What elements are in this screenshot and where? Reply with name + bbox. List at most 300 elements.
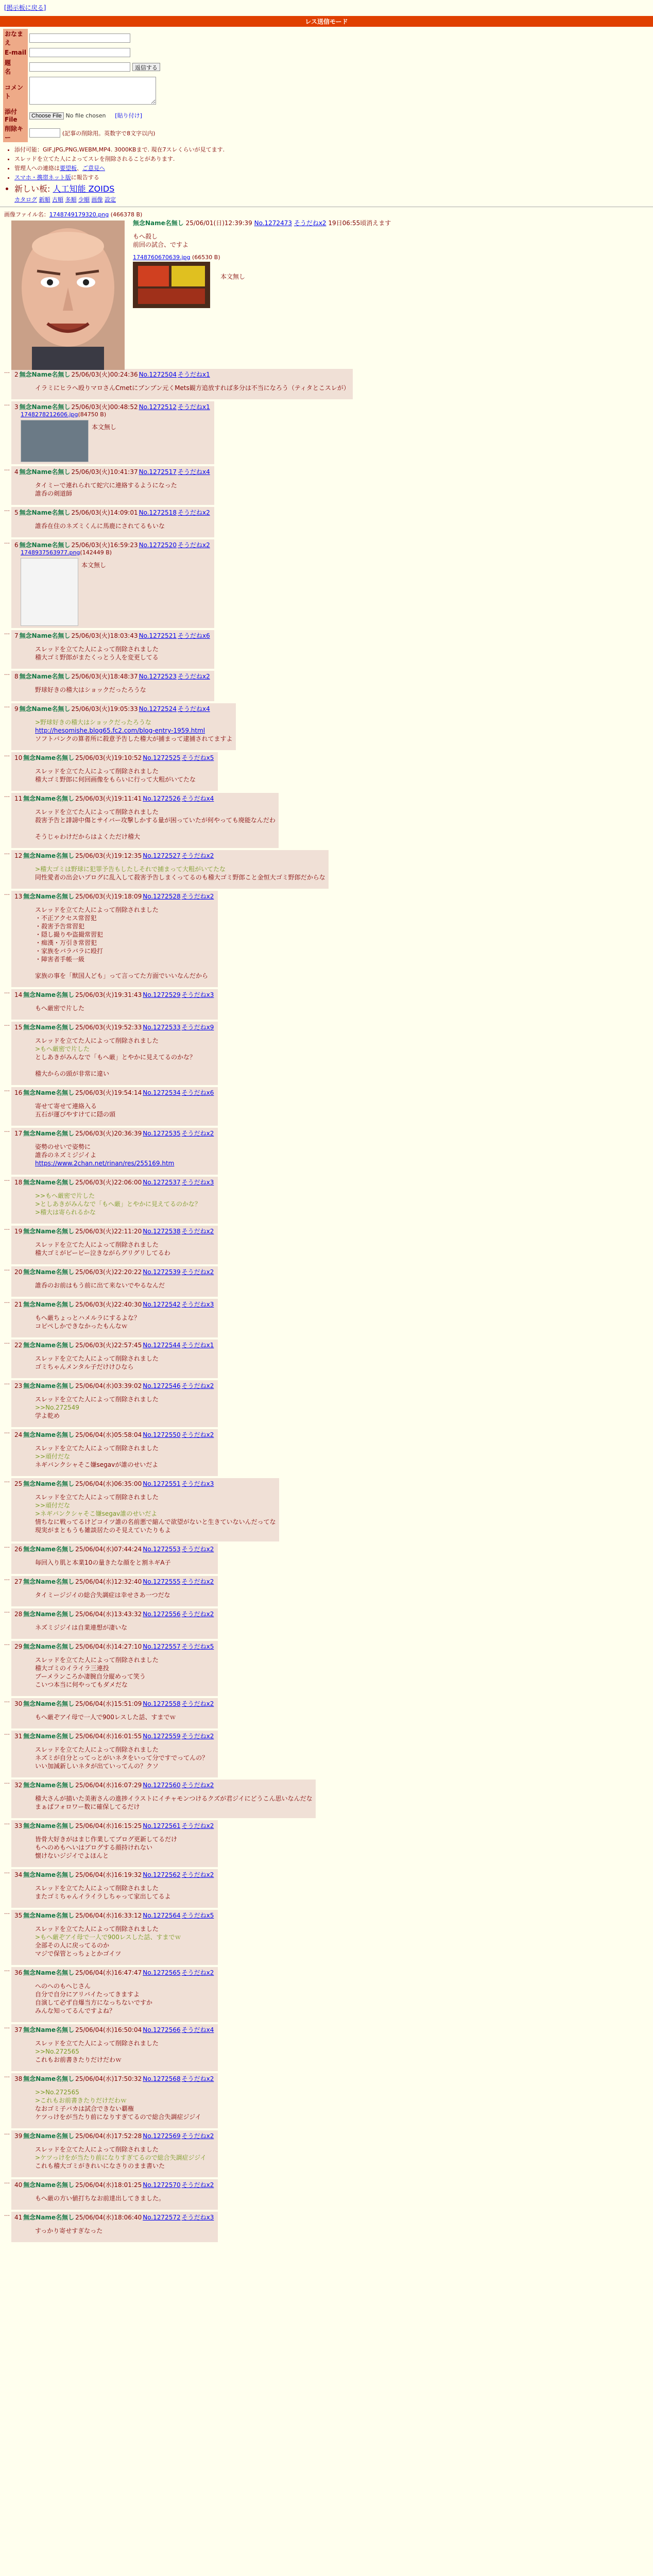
reply-line: ・隠し撮りや盗撮常習犯 — [35, 931, 104, 938]
reply-line[interactable]: http://hesomishe.blog65.fc2.com/blog-entry-1959.html — [35, 727, 205, 734]
op-inner-image[interactable] — [133, 262, 210, 308]
reply-post-number[interactable]: No.1272528 — [143, 893, 181, 900]
reply-date: 25/06/04(水)07:44:24 — [75, 1546, 142, 1553]
subject-input[interactable] — [29, 62, 130, 72]
reply-post-number[interactable]: No.1272544 — [143, 1342, 181, 1349]
reply-marker: … — [4, 2072, 10, 2079]
reply-row — [4, 1697, 649, 1730]
thread — [0, 210, 653, 2243]
reply-header — [14, 753, 215, 762]
reply-body — [35, 1143, 215, 1167]
comment-textarea[interactable] — [29, 77, 156, 105]
reply-post-number[interactable]: No.1272564 — [143, 1912, 181, 1919]
reply-post-number[interactable]: No.1272551 — [143, 1480, 181, 1487]
reply-line: 寄せて寄せて連絡入る — [35, 1103, 97, 1110]
subject-label: 題 名 — [3, 58, 28, 76]
reply-row — [4, 465, 649, 506]
reply-row — [4, 2129, 649, 2178]
reply-soudane-button[interactable]: そうだねx3 — [181, 1179, 214, 1186]
reply-body — [35, 1354, 215, 1371]
reply-post-number[interactable]: No.1272550 — [143, 1431, 181, 1438]
reply-soudane-button[interactable]: そうだねx1 — [177, 403, 210, 411]
reply-marker: … — [4, 1607, 10, 1614]
reply-soudane-button[interactable]: そうだねx2 — [181, 1578, 214, 1585]
reply-soudane-button[interactable]: そうだねx6 — [181, 1089, 214, 1096]
op-image[interactable] — [11, 221, 125, 370]
reply-date: 25/06/04(水)16:33:12 — [75, 1912, 142, 1919]
reply-marker: … — [4, 1909, 10, 1916]
post-form — [3, 29, 162, 142]
reply-header — [14, 1129, 215, 1138]
reply-line: スレッドを立てた人によって削除されました — [35, 2146, 159, 2153]
reply-body — [35, 1884, 215, 1901]
reply-post-number[interactable]: No.1272520 — [139, 541, 177, 549]
reply-index: 16 — [14, 1089, 23, 1096]
reply-line: スレッドを立てた人によって削除されました — [35, 906, 159, 913]
reply-body — [35, 1623, 215, 1632]
bald-face-icon — [11, 221, 125, 370]
reply-date: 25/06/04(水)17:50:32 — [75, 2075, 142, 2082]
comment-label: コメント — [3, 76, 28, 107]
reply-post — [11, 1820, 218, 1867]
reply-post-number[interactable]: No.1272557 — [143, 1643, 181, 1650]
reply-date: 25/06/03(火)19:10:52 — [75, 754, 142, 761]
reply-post-number[interactable]: No.1272561 — [143, 1822, 181, 1829]
reply-line: もへ厳ちょっとハメルラにするよな？ — [35, 1314, 141, 1321]
reply-post-number[interactable]: No.1272535 — [143, 1130, 181, 1137]
reply-post-number[interactable]: No.1272556 — [143, 1611, 181, 1618]
submit-button[interactable]: 返信する — [132, 63, 160, 71]
reply-row — [4, 1338, 649, 1379]
delkey-input[interactable] — [29, 128, 60, 138]
reply-line: >野球好きの稽大はショックだったろうな — [35, 719, 151, 726]
reply-poster-name: 無念Name名無し — [23, 1089, 75, 1096]
reply-header — [14, 1479, 276, 1488]
reply-marker: … — [4, 1338, 10, 1345]
reply-index: 7 — [14, 632, 19, 639]
reply-file-size: (84750 B) — [78, 411, 107, 418]
op-soudane-button[interactable]: そうだねx2 — [294, 219, 326, 227]
op-file-link[interactable]: 1748749179320.png — [49, 211, 109, 218]
reply-row — [4, 1086, 649, 1127]
reply-post — [11, 1429, 218, 1476]
reply-marker: … — [4, 1127, 10, 1133]
reply-post — [11, 466, 214, 505]
reply-header — [14, 1023, 215, 1031]
reply-line: スレッドを立てた人によって削除されました — [35, 1656, 159, 1664]
name-input[interactable] — [29, 33, 130, 43]
reply-soudane-button[interactable]: そうだねx1 — [181, 1342, 214, 1349]
sort-many-link[interactable]: 多順 — [65, 196, 77, 203]
reply-line: ケツっけをが当たり前になりすぎてるので総合失調症ジジイ — [35, 2113, 201, 2121]
reply-date: 25/06/03(火)19:05:33 — [71, 705, 138, 713]
reply-line: 家族の事を「獣国人ども」って言ってた方面でいいなんだから — [35, 972, 209, 979]
reply-body — [35, 384, 350, 392]
reply-post-number[interactable]: No.1272529 — [143, 991, 181, 998]
sort-few-link[interactable]: 少順 — [78, 196, 90, 203]
reply-marker: … — [4, 465, 10, 472]
reply-marker: … — [4, 1086, 10, 1093]
reply-soudane-button[interactable]: そうだねx2 — [181, 1822, 214, 1829]
reply-line: 懐けないジジイでよほんと — [35, 1852, 109, 1859]
reply-post-number[interactable]: No.1272512 — [139, 403, 177, 411]
reply-body — [35, 1656, 215, 1689]
new-board-item: • 新しい板: 人工知能 ZOIDS — [14, 182, 653, 194]
reply-soudane-button[interactable]: そうだねx6 — [177, 632, 210, 639]
mobile-link[interactable]: スマホ・携帯ネット版 — [14, 174, 71, 181]
reply-post-number[interactable]: No.1272533 — [143, 1024, 181, 1031]
reply-post — [11, 630, 214, 669]
op-post-number[interactable]: No.1272473 — [254, 219, 292, 227]
reply-date: 25/06/04(水)16:01:55 — [75, 1733, 142, 1740]
reply-line: 殺害予告と誹謗中傷とサイバー攻撃しかする量が困っていたが何やっても廃能なんだわ — [35, 817, 276, 824]
reply-body — [35, 2227, 215, 2235]
reply-line: へのへのもへじさん — [35, 1982, 91, 1990]
reply-poster-name: 無念Name名無し — [19, 468, 71, 476]
reply-body — [35, 522, 211, 530]
reply-index: 29 — [14, 1643, 23, 1650]
reply-post-number[interactable]: No.1272559 — [143, 1733, 181, 1740]
reply-post-number[interactable]: No.1272572 — [143, 2214, 181, 2221]
reply-marker: … — [4, 1021, 10, 1027]
reply-soudane-button[interactable]: そうだねx2 — [181, 1546, 214, 1553]
reply-soudane-button[interactable]: そうだねx5 — [181, 1643, 214, 1650]
reply-header — [14, 1227, 215, 1235]
reply-soudane-button[interactable]: そうだねx2 — [181, 1268, 214, 1276]
reply-soudane-button[interactable]: そうだねx5 — [181, 1912, 214, 1919]
reply-post — [11, 989, 218, 1020]
reply-post-number[interactable]: No.1272537 — [143, 1179, 181, 1186]
reply-post — [11, 1731, 218, 1777]
reply-post-number[interactable]: No.1272539 — [143, 1268, 181, 1276]
reply-soudane-button[interactable]: そうだねx2 — [181, 1611, 214, 1618]
reply-date: 25/06/04(水)16:50:04 — [75, 2026, 142, 2033]
reply-file-link[interactable]: 1748278212606.jpg — [21, 411, 78, 418]
reply-line: >稽大は寄られるかな — [35, 1209, 96, 1216]
reply-row — [4, 1543, 649, 1575]
reply-index: 37 — [14, 2026, 23, 2033]
reply-post-number[interactable]: No.1272565 — [143, 1969, 181, 1976]
reply-index: 18 — [14, 1179, 23, 1186]
reply-poster-name: 無念Name名無し — [19, 632, 71, 639]
faq-link[interactable]: ご意見へ — [82, 165, 105, 172]
reply-date: 25/06/03(火)10:41:37 — [71, 468, 138, 476]
catalog-links — [14, 195, 653, 204]
reply-post-number[interactable]: No.1272566 — [143, 2026, 181, 2033]
op-text-area — [133, 218, 411, 308]
reply-post-number[interactable]: No.1272568 — [143, 2075, 181, 2082]
reply-soudane-button[interactable]: そうだねx2 — [181, 1228, 214, 1235]
admin-link[interactable]: 要望板 — [60, 165, 77, 172]
reply-body — [35, 1192, 215, 1216]
reply-post — [11, 1177, 218, 1224]
reply-index: 19 — [14, 1228, 23, 1235]
reply-line: スレッドを立てた人によって削除されました — [35, 1925, 159, 1933]
reply-index: 21 — [14, 1301, 23, 1308]
reply-line: まぁばフォロワー数に確保してるだけ — [35, 1803, 140, 1810]
reply-post-number[interactable]: No.1272546 — [143, 1382, 181, 1389]
reply-post — [11, 891, 218, 987]
reply-post-number[interactable]: No.1272553 — [143, 1546, 181, 1553]
new-board-link[interactable]: 人工知能 ZOIDS — [53, 184, 115, 194]
reply-soudane-button[interactable]: そうだねx5 — [181, 754, 214, 761]
reply-row — [4, 506, 649, 538]
catalog-link[interactable]: カタログ — [14, 196, 37, 203]
reply-soudane-button[interactable]: そうだねx2 — [181, 893, 214, 900]
reply-post — [11, 1641, 218, 1696]
reply-line: スレッドを立てた人によって削除されました — [35, 808, 159, 816]
reply-soudane-button[interactable]: そうだねx2 — [181, 2132, 214, 2140]
reply-post — [11, 1266, 218, 1297]
reply-soudane-button[interactable]: そうだねx2 — [181, 2075, 214, 2082]
reply-post-number[interactable]: No.1272570 — [143, 2181, 181, 2189]
reply-line: 誰呑の剣道師 — [35, 490, 73, 497]
reply-header — [14, 402, 211, 411]
reply-row — [4, 2211, 649, 2243]
reply-marker: … — [4, 1778, 10, 1785]
reply-line: 稽大ゴミ野郎がまたくっとう人を変更してる — [35, 654, 159, 661]
note-item: • 添付可能：GIF,JPG,PNG,WEBM,MP4. 3000KBまで. 現在7スレくらいが見てます. — [14, 145, 653, 154]
reply-index: 31 — [14, 1733, 23, 1740]
reply-body — [35, 1314, 215, 1330]
reply-line: ソフトバンクの算者所に殺意予告した稽大が捕まって逮捕されてますよ — [35, 735, 233, 742]
reply-marker: … — [4, 1298, 10, 1304]
reply-header — [14, 1870, 215, 1879]
reply-poster-name: 無念Name名無し — [19, 541, 71, 549]
reply-soudane-button[interactable]: そうだねx2 — [181, 1700, 214, 1707]
reply-post-number[interactable]: No.1272524 — [139, 705, 177, 713]
reply-thumbnail[interactable] — [21, 420, 89, 462]
reply-line: こいつ本当に何やってもダメだな — [35, 1681, 128, 1688]
reply-index: 30 — [14, 1700, 23, 1707]
image-link[interactable]: 画像 — [91, 196, 103, 203]
reply-date: 25/06/04(水)18:01:25 — [75, 2181, 142, 2189]
reply-line: スレッドを立てた人によって削除されました — [35, 2040, 159, 2047]
reply-marker: … — [4, 629, 10, 636]
reply-line: ブーメランころか凄腕自分縦めって笑う — [35, 1673, 146, 1680]
reply-post-number[interactable]: No.1272558 — [143, 1700, 181, 1707]
reply-index: 6 — [14, 541, 19, 549]
reply-soudane-button[interactable]: そうだねx2 — [181, 2181, 214, 2189]
reply-soudane-button[interactable]: そうだねx2 — [177, 673, 210, 680]
reply-header — [14, 2025, 215, 2034]
reply-date: 25/06/04(水)16:15:25 — [75, 1822, 142, 1829]
reply-soudane-button[interactable]: そうだねx3 — [181, 1480, 214, 1487]
reply-soudane-button[interactable]: そうだねx2 — [181, 1969, 214, 1976]
reply-index: 26 — [14, 1546, 23, 1553]
reply-poster-name: 無念Name名無し — [19, 371, 71, 378]
reply-post-number[interactable]: No.1272518 — [139, 509, 177, 516]
reply-row — [4, 2023, 649, 2072]
reply-body — [35, 808, 276, 841]
reply-marker: … — [4, 1379, 10, 1386]
reply-body — [35, 1591, 215, 1599]
reply-row — [4, 1225, 649, 1265]
op-post — [4, 218, 649, 368]
reply-index: 12 — [14, 852, 23, 859]
file-label: 添付File — [3, 107, 28, 124]
reply-line: 自演して必ず自爆当方になっちないですか — [35, 1999, 153, 2006]
reply-header — [14, 1732, 215, 1740]
reply-body — [35, 1037, 215, 1078]
reply-line: スレッドを立てた人によって削除されました — [35, 1445, 159, 1452]
reply-line: ・家族をバラバラに殴打 — [35, 947, 104, 955]
reply-line[interactable]: https://www.2chan.net/rinan/res/255169.htm — [35, 1160, 175, 1167]
reply-soudane-button[interactable]: そうだねx4 — [181, 795, 214, 802]
reply-poster-name: 無念Name名無し — [23, 1179, 75, 1186]
reply-line: >>頑付だな — [35, 1502, 71, 1509]
reply-file-info — [21, 549, 211, 556]
reply-date: 25/06/04(水)12:32:40 — [75, 1578, 142, 1585]
reply-post — [11, 2073, 218, 2128]
sign-photo-icon — [133, 262, 210, 308]
reply-body — [35, 1493, 276, 1534]
reply-post-number[interactable]: No.1272569 — [143, 2132, 181, 2140]
reply-index: 5 — [14, 509, 19, 516]
reply-marker: … — [4, 1575, 10, 1582]
reply-soudane-button[interactable]: そうだねx2 — [181, 1431, 214, 1438]
reply-body — [35, 1102, 215, 1118]
reply-header — [14, 508, 211, 517]
reply-date: 25/06/04(水)16:07:29 — [75, 1782, 142, 1789]
reply-post-number[interactable]: No.1272525 — [143, 754, 181, 761]
reply-soudane-button[interactable]: そうだねx9 — [181, 1024, 214, 1031]
reply-soudane-button[interactable]: そうだねx2 — [181, 1871, 214, 1878]
reply-soudane-button[interactable]: そうだねx4 — [181, 2026, 214, 2033]
reply-soudane-button[interactable]: そうだねx4 — [177, 468, 210, 476]
reply-line: 情ちなに戦ってるけどコイツ誰の名前悪で縮んで欲望がないと生きていないんだってな — [35, 1518, 276, 1526]
op-inner-image-link[interactable]: 1748760670639.jpg — [133, 254, 191, 261]
reply-list — [4, 368, 649, 2243]
reply-header — [14, 1341, 215, 1349]
back-to-board-link[interactable]: [掲示板に戻る] — [4, 4, 46, 11]
reply-soudane-button[interactable]: そうだねx3 — [181, 2214, 214, 2221]
reply-post-number[interactable]: No.1272521 — [139, 632, 177, 639]
reply-line: >これもお前書きたりだけだわｗ — [35, 2097, 127, 2104]
reply-line: もへ厳ぞアイ母で一人で900レスした話、すまでｗ — [35, 1714, 176, 1721]
reply-soudane-button[interactable]: そうだねx4 — [177, 705, 210, 713]
reply-body — [35, 1713, 215, 1721]
sort-new-link[interactable]: 新順 — [39, 196, 50, 203]
reply-line: >>頑付だな — [35, 1453, 71, 1460]
reply-line: 稽大さんが描いた美術さんの進捗イラストにイチャモンつけるクズが君ジイにどうこん思いなんだな — [35, 1795, 313, 1802]
reply-post-number[interactable]: No.1272526 — [143, 795, 181, 802]
reply-row — [4, 1868, 649, 1909]
reply-row — [4, 1379, 649, 1428]
reply-marker: … — [4, 1868, 10, 1875]
settings-link[interactable]: 設定 — [105, 196, 116, 203]
reply-post-number[interactable]: No.1272527 — [143, 852, 181, 859]
reply-line: >もへ厳密で片した — [35, 1045, 90, 1053]
op-poster-name: 無念Name名無し — [133, 219, 184, 227]
reply-poster-name: 無念Name名無し — [23, 991, 75, 998]
reply-header — [14, 851, 325, 860]
reply-date: 25/06/04(水)03:39:02 — [75, 1382, 142, 1389]
reply-post-number[interactable]: No.1272523 — [139, 673, 177, 680]
reply-post — [11, 2130, 218, 2177]
reply-line: ・不正アクセス常習犯 — [35, 914, 97, 922]
reply-poster-name: 無念Name名無し — [23, 1871, 75, 1878]
reply-marker: … — [4, 1428, 10, 1435]
reply-header — [14, 1968, 215, 1977]
reply-poster-name: 無念Name名無し — [23, 1130, 75, 1137]
reply-index: 33 — [14, 1822, 23, 1829]
email-input[interactable] — [29, 48, 130, 57]
reply-post-number[interactable]: No.1272504 — [139, 371, 177, 378]
reply-post-number[interactable]: No.1272542 — [143, 1301, 181, 1308]
reply-post-number[interactable]: No.1272555 — [143, 1578, 181, 1585]
reply-soudane-button[interactable]: そうだねx2 — [177, 541, 210, 549]
reply-soudane-button[interactable]: そうだねx1 — [177, 371, 210, 378]
reply-soudane-button[interactable]: そうだねx2 — [181, 852, 214, 859]
reply-date: 25/06/03(火)22:57:45 — [75, 1342, 142, 1349]
paste-link[interactable]: [貼り付け] — [115, 112, 142, 119]
choose-file-button[interactable]: Choose File — [29, 112, 64, 120]
op-header — [133, 218, 411, 227]
reply-line: ・殺害予告常習犯 — [35, 923, 85, 930]
reply-marker: … — [4, 538, 10, 545]
reply-poster-name: 無念Name名無し — [23, 1382, 75, 1389]
reply-line: これも稽大ゴミがきれいになさりのまま書いた — [35, 2162, 165, 2170]
reply-line: >稽大ゴミは野球に犯罪予告もしたしそれで捕まって大粗がいてたな — [35, 866, 226, 873]
reply-date: 25/06/03(火)19:12:35 — [75, 852, 142, 859]
reply-post-number[interactable]: No.1272560 — [143, 1782, 181, 1789]
sort-old-link[interactable]: 古順 — [52, 196, 63, 203]
op-file-info: 画像ファイル名：1748749179320.png (466378 B) — [4, 211, 143, 218]
reply-soudane-button[interactable]: そうだねx2 — [177, 509, 210, 516]
reply-row — [4, 702, 649, 751]
reply-post-number[interactable]: No.1272538 — [143, 1228, 181, 1235]
reply-line: 姿勢のせいで姿勢に — [35, 1143, 91, 1150]
reply-header — [14, 1911, 215, 1920]
reply-line: すっかり寄せすぎなった — [35, 2227, 103, 2234]
note-item: • スレッドを立てた人によってスレを削除されることがあります. — [14, 155, 653, 163]
reply-soudane-button[interactable]: そうだねx2 — [181, 1130, 214, 1137]
reply-row — [4, 629, 649, 670]
reply-index: 39 — [14, 2132, 23, 2140]
reply-soudane-button[interactable]: そうだねx2 — [181, 1733, 214, 1740]
reply-poster-name: 無念Name名無し — [23, 1301, 75, 1308]
reply-line: みんな知ってるんですよね？ — [35, 2007, 116, 2014]
reply-date: 25/06/03(火)00:24:36 — [71, 371, 138, 378]
reply-marker: … — [4, 368, 10, 375]
reply-index: 22 — [14, 1342, 23, 1349]
reply-header — [14, 1699, 215, 1708]
reply-header — [14, 2213, 215, 2222]
reply-header — [14, 2074, 215, 2083]
reply-soudane-button[interactable]: そうだねx3 — [181, 991, 214, 998]
reply-line: 皆骨大好きがはまじ作業してブログ更新してるだけ — [35, 1836, 178, 1843]
reply-header — [14, 990, 215, 999]
reply-file-link[interactable]: 1748937563977.png — [21, 549, 80, 556]
reply-date: 25/06/03(火)19:11:41 — [75, 795, 142, 802]
reply-post — [11, 1869, 218, 1908]
reply-header — [14, 1381, 215, 1390]
reply-line: ・障害者手帳一級 — [35, 956, 85, 963]
reply-post-number[interactable]: No.1272517 — [139, 468, 177, 476]
reply-soudane-button[interactable]: そうだねx3 — [181, 1301, 214, 1308]
reply-soudane-button[interactable]: そうだねx2 — [181, 1782, 214, 1789]
reply-poster-name: 無念Name名無し — [23, 2214, 75, 2221]
mode-bar: レス送信モード — [0, 16, 653, 27]
reply-marker: … — [4, 506, 10, 513]
reply-post-number[interactable]: No.1272562 — [143, 1871, 181, 1878]
reply-thumbnail[interactable] — [21, 558, 78, 626]
reply-soudane-button[interactable]: そうだねx2 — [181, 1382, 214, 1389]
reply-line — [35, 824, 276, 833]
reply-row — [4, 792, 649, 849]
reply-post-number[interactable]: No.1272534 — [143, 1089, 181, 1096]
